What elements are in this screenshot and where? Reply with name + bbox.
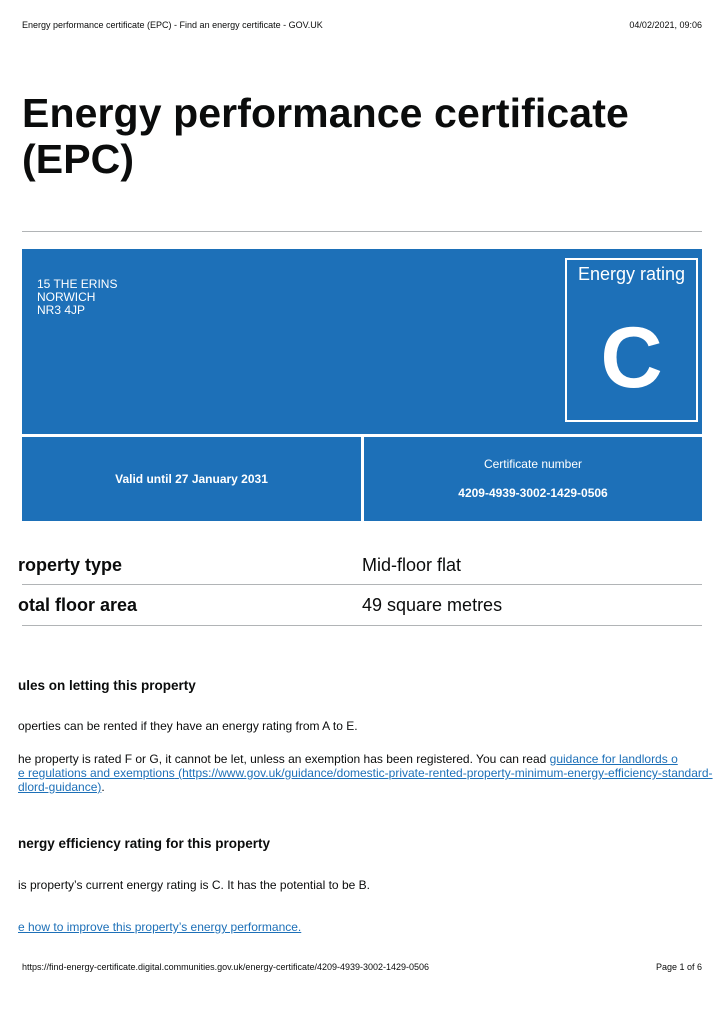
certificate-number-value: 4209-4939-3002-1429-0506 [458, 486, 608, 500]
page-title [22, 90, 702, 182]
period: . [101, 780, 105, 794]
address-line: 15 THE ERINS [37, 277, 118, 291]
efficiency-heading: nergy efficiency rating for this property [18, 836, 271, 851]
landlord-guidance-link[interactable]: guidance for landlords o [549, 752, 678, 766]
address-line: NORWICH [37, 290, 96, 304]
improve-performance-link[interactable]: e how to improve this property’s energy performance. [18, 920, 302, 934]
landlord-guidance-link-continued[interactable]: e regulations and exemptions [18, 766, 175, 780]
address-line: NR3 4JP [37, 303, 86, 317]
energy-rating-label: Energy rating [577, 264, 686, 284]
letting-heading: ules on letting this property [18, 678, 196, 693]
valid-until-panel [22, 437, 361, 521]
print-header-title: Energy performance certificate (EPC) - Find an energy certificate - GOV.UK [22, 20, 323, 30]
energy-rating-letter: C [600, 310, 663, 406]
energy-rating-box [565, 258, 698, 422]
certificate-number-panel [364, 437, 702, 521]
property-type-key: roperty type [18, 555, 123, 575]
floor-area-value: 49 square metres [362, 595, 503, 615]
summary-row-divider [22, 625, 702, 626]
letting-paragraph-2 [18, 752, 713, 794]
title-divider [22, 231, 702, 232]
print-footer-page: Page 1 of 6 [655, 962, 702, 972]
page-title-line1: Energy performance certificate [22, 90, 629, 136]
property-type-value: Mid-floor flat [362, 555, 462, 575]
landlord-guidance-url[interactable]: (https://www.gov.uk/guidance/domestic-private-rented-property-minimum-energy-efficiency-standard- [174, 766, 713, 780]
print-header-datetime: 04/02/2021, 09:06 [629, 20, 702, 30]
page-title-line2: (EPC) [22, 136, 135, 182]
efficiency-paragraph: is property’s current energy rating is C. It has the potential to be B. [18, 878, 370, 892]
floor-area-key: otal floor area [18, 595, 138, 615]
letting-paragraph-1: operties can be rented if they have an energy rating from A to E. [18, 719, 358, 733]
certificate-number-label: Certificate number [483, 457, 583, 471]
summary-row-divider [22, 584, 702, 585]
valid-until-text: Valid until 27 January 2031 [115, 472, 268, 486]
property-address [37, 278, 117, 317]
landlord-guidance-url-continued[interactable]: dlord-guidance) [18, 780, 102, 794]
print-footer-url: https://find-energy-certificate.digital.communities.gov.uk/energy-certificate/4209-4939-3002-1429-0506 [22, 962, 430, 972]
letting-paragraph-text: he property is rated F or G, it cannot be let, unless an exemption has been registered. You can read [18, 752, 550, 766]
